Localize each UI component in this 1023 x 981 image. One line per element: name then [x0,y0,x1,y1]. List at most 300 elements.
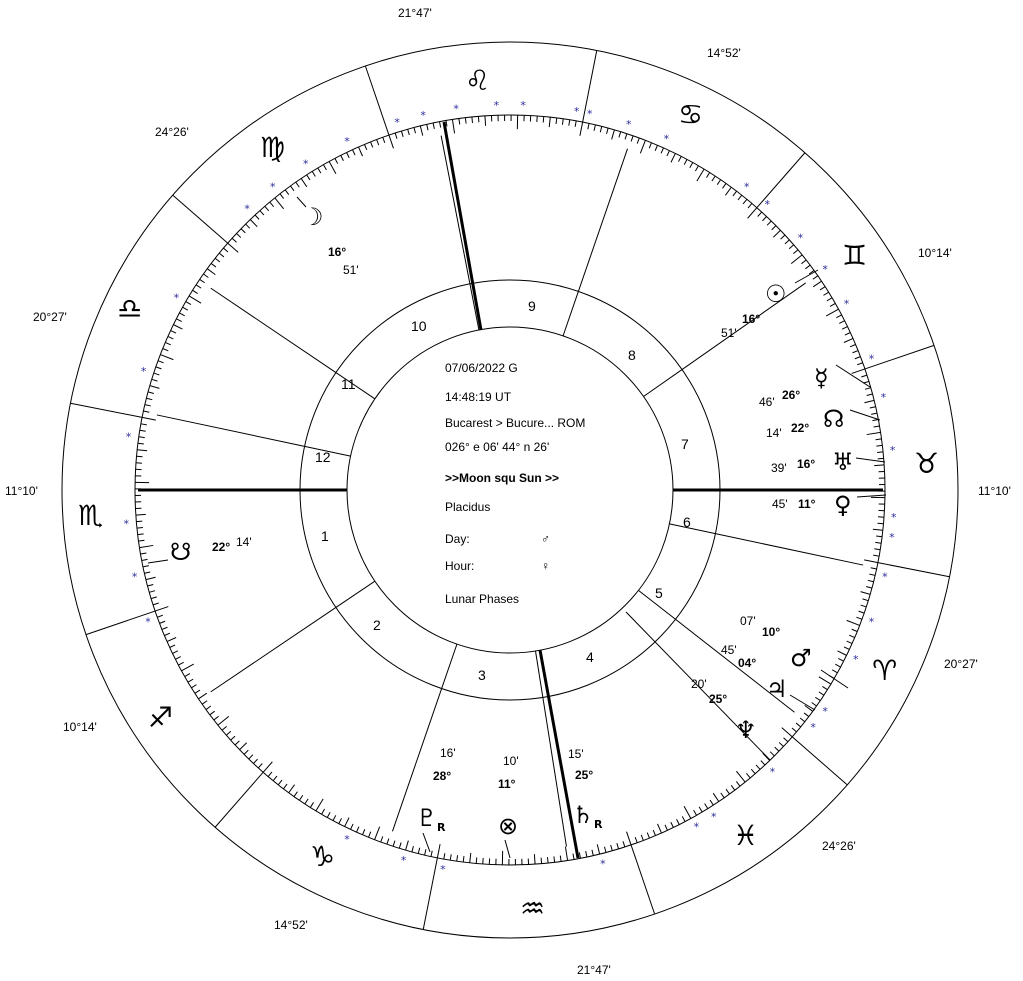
degree-tick [838,658,843,661]
degree-tick [746,773,750,778]
degree-tick [772,226,776,230]
degree-tick [762,216,766,220]
planet-sun [721,270,818,340]
fixed-star-icon: * [573,104,580,118]
fixed-star-icon: * [822,263,828,277]
degree-tick [280,194,284,199]
degree-tick [440,122,441,128]
planet-mercury [759,364,870,409]
degree-tick [358,147,362,156]
house-system: Placidus [445,500,491,514]
degree-tick [690,163,693,168]
degree-tick [767,221,771,225]
fixed-star-icon: * [344,832,350,846]
degree-tick [294,792,297,797]
degree-tick [597,844,599,854]
svg-text:25°: 25° [709,692,728,706]
degree-tick [580,122,583,136]
degree-tick [627,832,632,845]
degree-tick [671,153,675,162]
degree-tick [805,265,810,269]
svg-text:39': 39' [771,461,787,475]
jupiter-icon: ♃ [766,675,788,703]
moon-icon: ☽ [302,203,324,231]
degree-tick [751,769,755,774]
degree-tick [541,858,542,864]
degree-tick [800,718,805,722]
degree-tick [406,841,409,851]
degree-tick [725,187,731,195]
degree-tick [323,165,326,170]
degree-tick [389,135,394,148]
sign-divider-line [215,772,263,827]
degree-tick [138,443,144,444]
degree-tick [712,176,715,181]
degree-tick [199,693,207,699]
degree-tick [556,118,557,124]
degree-tick [472,117,473,123]
svg-text:16°: 16° [742,312,761,326]
degree-tick [573,854,574,860]
degree-tick [381,836,383,842]
degree-tick [147,584,153,586]
degree-tick [842,327,847,330]
degree-tick [160,355,173,360]
degree-tick [874,549,880,550]
degree-tick [853,351,859,353]
degree-tick [785,240,789,244]
degree-tick [876,536,882,537]
degree-tick [339,818,342,823]
house-number-9: 9 [528,298,536,314]
svg-text:10°: 10° [762,625,781,639]
degree-tick [139,545,153,547]
degree-tick [141,553,147,554]
svg-text:16°: 16° [797,457,816,471]
saturn-retrograde-icon: R [594,818,603,831]
degree-tick [579,852,580,858]
neptune-icon: ♆ [735,716,757,744]
degree-tick [450,854,451,860]
degree-tick [136,514,146,515]
sign-divider-line [865,345,934,369]
degree-tick [743,199,747,204]
house-ring-outer [300,280,720,700]
house-number-1: 1 [321,528,329,544]
fixed-star-icon: * [600,857,606,871]
fixed-star-icon: * [453,102,459,116]
degree-tick [375,827,380,840]
degree-tick [371,142,373,148]
degree-tick [856,617,862,619]
pluto-icon: ♇ [416,804,438,832]
degree-tick [560,856,561,862]
day-ruler-icon: ♂ [541,532,550,546]
cusp-label-top-right: 14°52' [707,46,741,60]
degree-tick [813,281,821,287]
degree-tick [149,591,155,593]
degree-tick [623,841,625,847]
svg-text:28°: 28° [433,769,452,783]
hour-label: Hour: [445,559,475,573]
fixed-star-icon: * [145,615,151,629]
degree-tick [827,298,832,301]
house-divider-line [336,581,375,607]
degree-tick [318,168,321,173]
degree-tick [249,755,253,759]
mars-icon: ♂ [790,644,812,672]
fixed-star-icon: * [123,517,129,531]
lunar-phases-link[interactable]: Lunar Phases [445,592,520,606]
svg-text:14': 14' [766,426,782,440]
degree-tick [815,697,820,700]
degree-tick [665,825,668,830]
chart-aspect: >>Moon squ Sun >> [445,471,560,485]
degree-tick [329,161,336,173]
cusp-label-lower-right: 20°27' [944,657,978,671]
degree-tick [773,230,780,237]
degree-tick [189,296,201,303]
saturn-icon: ♄ [572,801,594,829]
degree-tick [812,703,817,706]
degree-tick [158,361,164,363]
planet-venus [772,491,886,519]
svg-text:51': 51' [721,326,737,340]
svg-text:22°: 22° [212,540,231,554]
degree-tick [312,171,315,176]
degree-tick [877,452,883,453]
degree-tick [607,128,609,134]
svg-text:11°: 11° [798,497,816,511]
degree-tick [594,125,595,131]
degree-tick [301,179,307,187]
degree-tick [548,857,549,863]
degree-tick [710,800,713,805]
degree-tick [140,430,146,431]
degree-tick [655,145,657,151]
degree-tick [195,690,200,693]
degree-tick [143,411,149,412]
degree-tick [141,424,147,425]
sign-divider-line [173,195,228,243]
degree-tick [160,621,166,623]
fixed-star-icon: * [269,180,276,194]
degree-tick [844,338,853,342]
degree-tick [253,759,257,763]
degree-tick [671,822,674,827]
degree-tick [170,645,175,648]
degree-tick [748,208,757,219]
hour-ruler-icon: ♀ [541,559,550,573]
cusp-label-upper-right: 10°14' [918,246,952,260]
degree-tick [137,450,147,451]
degree-tick [275,198,284,209]
degree-tick [653,830,655,836]
cusp-label-bottom: 21°47' [577,963,611,977]
degree-tick [327,812,330,817]
degree-tick [236,233,240,237]
fixed-star-icon: * [520,99,526,113]
fixed-star-icon: * [587,107,593,121]
degree-tick [850,344,856,346]
degree-tick [418,848,419,854]
svg-text:16°: 16° [328,245,347,259]
degree-tick [265,206,269,211]
venus-icon: ♀ [834,491,852,519]
degree-tick [866,587,872,589]
degree-tick [619,132,621,138]
degree-tick [852,369,865,374]
degree-tick [726,789,730,794]
fixed-star-icon: * [244,202,250,216]
house-number-6: 6 [683,514,691,530]
planet-saturn [568,747,603,831]
fixed-star-icon: * [868,615,875,629]
degree-tick [819,692,824,695]
degree-tick [457,855,458,861]
degree-tick [832,670,837,673]
degree-tick [588,123,589,129]
house-cusp-line [715,534,863,565]
sign-divider-line [70,403,142,417]
degree-tick [353,150,356,155]
degree-tick [699,807,702,812]
fixed-star-icon: * [711,810,717,824]
degree-tick [202,701,207,704]
degree-tick [178,662,183,665]
cusp-label-top-left: 24°26' [155,125,189,139]
degree-tick [801,260,806,264]
degree-tick [154,373,160,375]
house-cusp-line [157,415,305,446]
aquarius-sign-icon: ♒ [520,892,546,925]
sign-divider-line [631,845,655,914]
degree-tick [136,521,142,522]
degree-tick [849,635,855,637]
fixed-star-icon: * [625,117,632,131]
degree-tick [356,827,358,832]
house-number-5: 5 [655,585,663,601]
degree-tick [296,182,299,187]
degree-tick [781,235,785,239]
degree-tick [875,542,881,543]
svg-text:51': 51' [343,263,359,277]
degree-tick [635,837,637,843]
degree-tick [761,761,765,765]
svg-text:20': 20' [691,677,707,691]
svg-text:11°: 11° [498,777,516,791]
cusp-label-top: 21°47' [398,6,432,20]
degree-tick [171,331,176,334]
degree-tick [871,413,877,414]
degree-tick [206,706,211,710]
degree-tick [362,829,364,835]
fixed-star-icon: * [882,570,888,584]
house-number-7: 7 [681,436,689,452]
degree-tick [145,405,151,406]
degree-tick [731,785,735,790]
degree-tick [369,832,371,838]
fixed-star-icon: * [493,99,500,113]
svg-text:45': 45' [772,497,788,511]
degree-tick [260,211,264,215]
svg-text:16': 16' [440,746,456,760]
degree-tick [549,117,550,127]
north-node-icon: ☊ [823,405,845,433]
degree-tick [395,133,397,139]
degree-tick [822,686,827,689]
fixed-star-icon: * [843,297,850,311]
degree-tick [649,143,651,149]
degree-tick [667,151,670,156]
degree-tick [244,750,248,754]
house-cusp-line [682,283,806,370]
degree-tick [420,126,422,136]
degree-tick [733,191,737,196]
degree-tick [736,781,740,786]
degree-tick [137,456,143,457]
house-divider-line [644,370,683,397]
degree-tick [377,140,379,146]
degree-tick [758,212,762,216]
degree-tick [706,173,709,178]
degree-tick [478,116,479,122]
degree-tick [383,137,385,143]
degree-tick [695,166,698,171]
degree-tick [705,803,708,808]
degree-tick [682,816,685,821]
cusp-label-left: 11°10' [5,484,38,498]
degree-tick [437,844,440,858]
svg-text:25°: 25° [575,768,594,782]
degree-tick [210,711,215,715]
degree-tick [146,398,152,399]
degree-tick [310,802,313,807]
degree-tick [231,736,235,740]
house-number-8: 8 [628,347,636,363]
chart-time: 14:48:19 UT [445,390,512,404]
degree-tick [142,559,148,560]
degree-tick [316,799,323,811]
degree-tick [657,824,661,833]
degree-tick [863,599,869,601]
degree-tick [157,615,163,617]
degree-tick [179,313,184,316]
house-number-10: 10 [411,318,427,334]
degree-tick [874,465,884,466]
fixed-star-icon: * [173,291,180,305]
degree-tick [186,302,191,305]
degree-tick [721,793,724,798]
degree-tick [717,180,720,185]
sagittarius-sign-icon: ♐ [148,701,174,734]
aries-sign-icon: ♈ [872,654,898,687]
chart-date: 07/06/2022 G [445,361,518,375]
cusp-label-upper-left: 20°27' [33,310,67,324]
degree-tick [534,854,535,864]
degree-tick [175,657,180,660]
degree-tick [408,129,410,135]
pisces-sign-icon: ♓ [733,819,759,852]
degree-tick [167,637,176,641]
taurus-sign-icon: ♉ [914,447,940,480]
degree-tick [322,809,325,814]
degree-tick [465,118,466,124]
degree-tick [819,677,831,684]
degree-tick [283,784,287,789]
svg-text:45': 45' [721,643,737,657]
planet-pluto [416,746,456,852]
degree-tick [855,357,861,359]
fixed-star-icon: * [744,180,750,194]
degree-tick [793,250,798,254]
degree-tick [163,349,169,351]
degree-tick [604,847,606,853]
svg-text:14': 14' [236,535,252,549]
degree-tick [847,620,860,625]
degree-tick [207,269,215,275]
degree-tick [173,325,182,329]
chart-place: Bucarest > Bucure... ROM [445,416,586,430]
degree-tick [176,319,181,322]
degree-tick [600,126,601,132]
cancer-sign-icon: ♋ [678,98,704,131]
degree-tick [393,841,395,847]
planet-uranus [771,448,885,476]
degree-tick [181,664,193,671]
degree-tick [239,743,246,750]
house-cusp-line [211,607,336,691]
house-number-3: 3 [478,667,486,683]
degree-tick [804,713,809,717]
degree-tick [351,824,354,829]
degree-tick [874,426,880,427]
svg-text:07': 07' [740,614,756,628]
degree-tick [813,276,818,279]
degree-tick [215,258,220,262]
degree-tick [826,309,838,316]
degree-tick [188,679,193,682]
fixed-star-icon: * [769,765,776,779]
leo-sign-icon: ♌ [465,64,491,97]
degree-tick [333,815,336,820]
degree-tick [246,224,250,228]
degree-tick [789,245,794,249]
degree-tick [289,785,295,793]
fixed-star-icon: * [693,820,700,834]
degree-tick [144,572,150,573]
degree-tick [820,287,825,290]
degree-tick [268,772,272,777]
degree-tick [345,818,349,827]
degree-tick [290,186,294,191]
degree-tick [543,117,544,123]
degree-tick [845,333,850,336]
degree-tick [263,762,272,773]
degree-tick [401,131,403,137]
degree-tick [873,529,883,530]
uranus-icon: ♅ [832,448,854,476]
degree-tick [412,846,414,852]
degree-tick [697,169,704,181]
degree-tick [861,375,867,377]
degree-tick [612,130,615,140]
degree-tick [172,651,177,654]
degree-tick [878,458,884,459]
pluto-retrograde-icon: R [437,821,446,834]
degree-tick [143,566,149,567]
degree-tick [823,292,828,295]
